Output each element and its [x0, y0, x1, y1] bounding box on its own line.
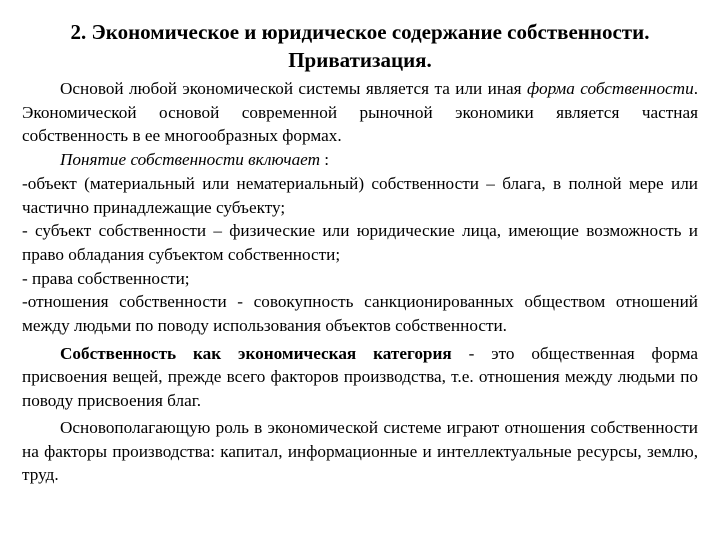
page-title — [22, 18, 698, 74]
list-item-relations: -отношения собственности - совокупность санкционированных обществом отношений между людьми по поводу использования объектов собственности. — [22, 292, 698, 336]
list-item-object: -объект (материальный или нематериальный) собственности – блага, в полной мере или частично принадлежащие субъекту; — [22, 173, 698, 217]
concept-emphasis: Понятие собственности включает — [60, 150, 320, 170]
title-line-1: 2. Экономическое и юридическое содержание собственности. — [70, 20, 650, 44]
paragraph-category — [22, 342, 698, 413]
paragraph-factors: Основополагающую роль в экономической системе играют отношения собственности на факторы производства: капитал, информационные и интеллектуальные ресурсы, землю, труд. — [22, 417, 698, 485]
text-body — [22, 77, 698, 487]
concept-colon: : — [320, 150, 330, 170]
category-text: - это общественная форма присвоения вещей, прежде всего факторов производства, т.е. отношения между людьми по поводу присвоения благ. — [22, 343, 699, 411]
paragraph-concept — [22, 148, 698, 172]
list-item-rights: - права собственности; — [22, 268, 190, 288]
intro-text-end: . Экономической основой современной рыночной экономики является частная собственность в ее многообразных формах. — [22, 79, 698, 146]
list-item-subject: - субъект собственности – физические или юридические лица, имеющие возможность и право обладания субъектом собственности; — [22, 221, 698, 264]
paragraph-intro — [22, 77, 698, 148]
intro-emphasis: форма собственности — [527, 79, 694, 98]
category-bold: Собственность как экономическая категория — [60, 343, 452, 363]
intro-text: Основой любой экономической системы является та или иная — [60, 79, 527, 98]
title-line-2: Приватизация. — [288, 48, 432, 72]
